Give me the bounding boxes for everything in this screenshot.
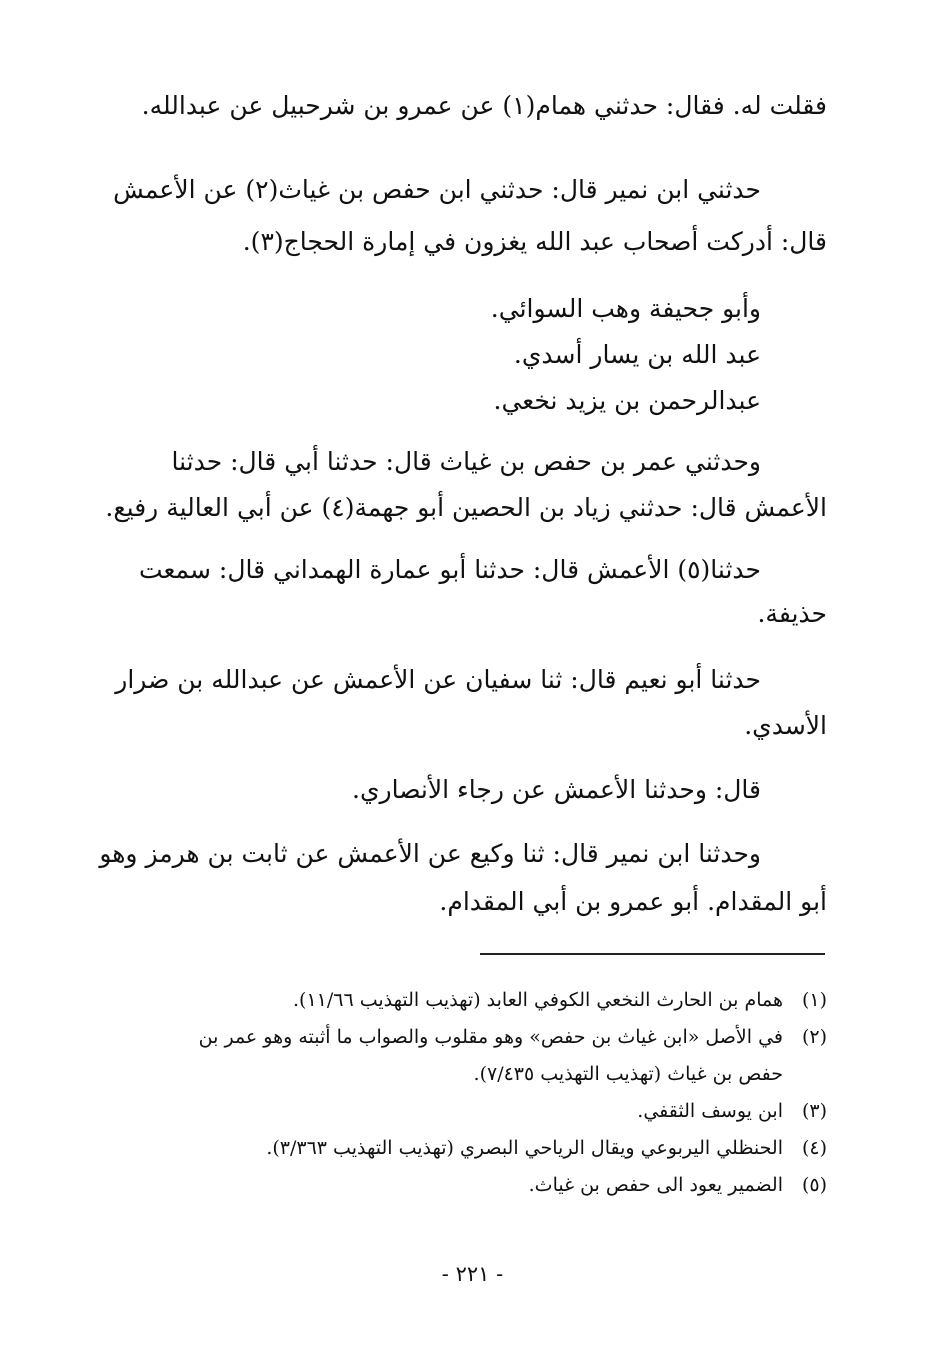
paragraph-6-continued — [110, 700, 827, 752]
text-line: أبو المقدام. أبو عمرو بن أبي المقدام. — [439, 887, 827, 916]
paragraph-2 — [110, 164, 761, 216]
text-line: وحدثنا ابن نمير قال: ثنا وكيع عن الأعمش عن ثابت بن هرمز وهو — [99, 839, 761, 868]
paragraph-4-continued — [105, 482, 827, 534]
footnote-number: (١) — [801, 989, 827, 1011]
footnote-separator — [480, 953, 825, 955]
footnote-text: ابن يوسف الثقفي. — [637, 1100, 783, 1122]
footnote-2 — [110, 1019, 827, 1056]
text-line: وحدثني عمر بن حفص بن غياث قال: حدثنا أبي قال: حدثنا — [171, 447, 761, 476]
footnote-2-continued — [110, 1056, 827, 1093]
footnote-text: همام بن الحارث النخعي الكوفي العابد (تهذيب التهذيب ١١/٦٦). — [293, 989, 783, 1011]
footnote-text: في الأصل «ابن غياث بن حفص» وهو مقلوب والصواب ما أثبته وهو عمر بن — [198, 1026, 783, 1048]
list-item: عبدالرحمن بن يزيد نخعي. — [493, 386, 761, 415]
text-line: الأسدي. — [744, 711, 827, 740]
text-line: حدثني ابن نمير قال: حدثني ابن حفص بن غياث(٢) عن الأعمش — [113, 175, 761, 204]
text-line: الأعمش قال: حدثني زياد بن الحصين أبو جهمة(٤) عن أبي العالية رفيع. — [105, 493, 827, 522]
list-item: عبد الله بن يسار أسدي. — [513, 340, 761, 369]
paragraph-4 — [110, 436, 761, 488]
text-line: فقلت له. فقال: حدثني همام(١) عن عمرو بن شرحبيل عن عبدالله. — [141, 91, 827, 120]
paragraph-8 — [99, 828, 761, 880]
footnote-3 — [110, 1093, 827, 1130]
paragraph-5-continued — [110, 588, 827, 640]
footnote-text: الضمير يعود الى حفص بن غياث. — [528, 1174, 783, 1196]
text-line: حذيفة. — [757, 599, 827, 628]
paragraph-6 — [110, 654, 761, 706]
paragraph-7 — [110, 764, 761, 816]
footnote-text: الحنظلي اليربوعي ويقال الرياحي البصري (تهذيب التهذيب ٣/٣٦٣). — [266, 1137, 783, 1159]
paragraph-1 — [110, 80, 827, 132]
footnote-4 — [110, 1130, 827, 1167]
footnotes — [110, 982, 827, 1204]
text-line: حدثنا(٥) الأعمش قال: حدثنا أبو عمارة الهمداني قال: سمعت — [138, 555, 761, 584]
footnote-5 — [110, 1167, 827, 1204]
text-line: قال: وحدثنا الأعمش عن رجاء الأنصاري. — [352, 775, 761, 804]
footnote-number: (٢) — [801, 1026, 827, 1048]
text-line: قال: أدركت أصحاب عبد الله يغزون في إمارة الحجاج(٣). — [242, 227, 827, 256]
footnote-text: حفص بن غياث (تهذيب التهذيب ٧/٤٣٥). — [473, 1063, 783, 1085]
footnote-number: (٣) — [801, 1100, 827, 1122]
text-line: حدثنا أبو نعيم قال: ثنا سفيان عن الأعمش عن عبدالله بن ضرار — [115, 665, 761, 694]
list-item: وأبو جحيفة وهب السوائي. — [490, 294, 761, 323]
footnote-1 — [110, 982, 827, 1019]
page-number: - ٢٢١ - — [441, 1262, 504, 1286]
paragraph-8-continued — [110, 876, 827, 928]
paragraph-2-continued — [110, 216, 827, 268]
footnote-number: (٥) — [801, 1174, 827, 1196]
list-paragraph — [110, 286, 761, 424]
footnote-number: (٤) — [801, 1137, 827, 1159]
